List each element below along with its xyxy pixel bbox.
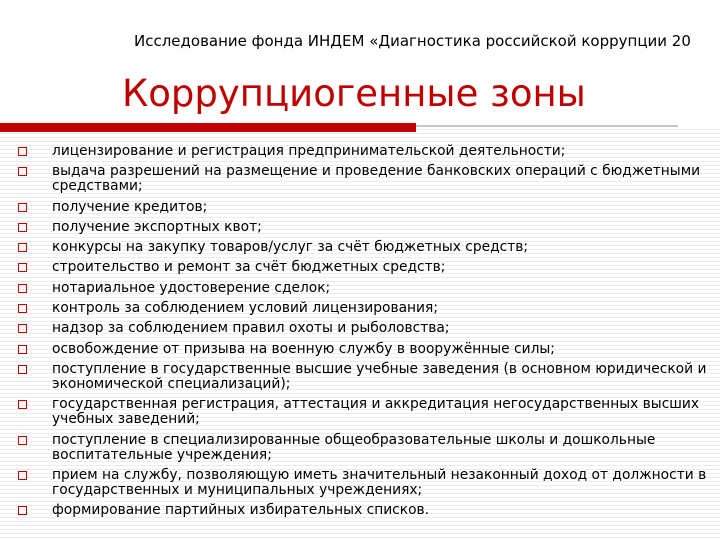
list-item xyxy=(18,468,708,498)
list-item xyxy=(18,321,708,336)
hollow-square-icon xyxy=(18,223,27,232)
slide-subtitle: Исследование фонда ИНДЕМ «Диагностика российской коррупции 20 xyxy=(134,32,691,50)
hollow-square-icon xyxy=(18,167,27,176)
hollow-square-icon xyxy=(18,324,27,333)
bullet-list xyxy=(18,144,708,523)
list-item-text: освобождение от призыва на военную службу в вооружённые силы; xyxy=(52,340,555,357)
list-item xyxy=(18,362,708,392)
list-item-text: конкурсы на закупку товаров/услуг за счёт бюджетных средств; xyxy=(52,239,529,256)
list-item xyxy=(18,301,708,316)
hollow-square-icon xyxy=(18,436,27,445)
slide-title: Коррупциогенные зоны xyxy=(122,72,586,115)
hollow-square-icon xyxy=(18,304,27,313)
list-item xyxy=(18,144,708,159)
list-item-text: государственная регистрация, аттестация и аккредитация негосударственных высших учебных заведений; xyxy=(52,396,700,428)
list-item xyxy=(18,220,708,235)
list-item-text: строительство и ремонт за счёт бюджетных средств; xyxy=(52,259,446,276)
list-item-text: надзор за соблюдением правил охоты и рыболовства; xyxy=(52,320,450,337)
title-underline-line xyxy=(416,125,678,127)
hollow-square-icon xyxy=(18,400,27,409)
hollow-square-icon xyxy=(18,365,27,374)
list-item xyxy=(18,342,708,357)
hollow-square-icon xyxy=(18,263,27,272)
list-item xyxy=(18,164,708,194)
list-item-text: получение экспортных квот; xyxy=(52,218,262,235)
list-item xyxy=(18,433,708,463)
list-item-text: контроль за соблюдением условий лицензирования; xyxy=(52,300,438,317)
hollow-square-icon xyxy=(18,147,27,156)
list-item xyxy=(18,281,708,296)
hollow-square-icon xyxy=(18,243,27,252)
list-item xyxy=(18,200,708,215)
hollow-square-icon xyxy=(18,284,27,293)
list-item-text: формирование партийных избирательных списков. xyxy=(52,502,430,519)
list-item-text: поступление в специализированные общеобразовательные школы и дошкольные воспитательные учреждения; xyxy=(52,431,656,463)
list-item-text: лицензирование и регистрация предпринимательской деятельности; xyxy=(52,143,566,159)
list-item-text: получение кредитов; xyxy=(52,198,208,215)
list-item-text: нотариальное удостоверение сделок; xyxy=(52,279,331,296)
list-item xyxy=(18,240,708,255)
list-item-text: поступление в государственные высшие учебные заведения (в основном юридической и экономической специализаций); xyxy=(52,360,707,392)
list-item-text: выдача разрешений на размещение и проведение банковских операций с бюджетными средствами; xyxy=(52,163,701,195)
list-item xyxy=(18,397,708,427)
list-item xyxy=(18,260,708,275)
hollow-square-icon xyxy=(18,345,27,354)
list-item-text: прием на службу, позволяющую иметь значительный незаконный доход от должности в государственных и муниципальных учреждениях; xyxy=(52,466,707,498)
hollow-square-icon xyxy=(18,471,27,480)
hollow-square-icon xyxy=(18,203,27,212)
title-underline-bar xyxy=(0,123,416,132)
list-item xyxy=(18,503,708,518)
hollow-square-icon xyxy=(18,506,27,515)
